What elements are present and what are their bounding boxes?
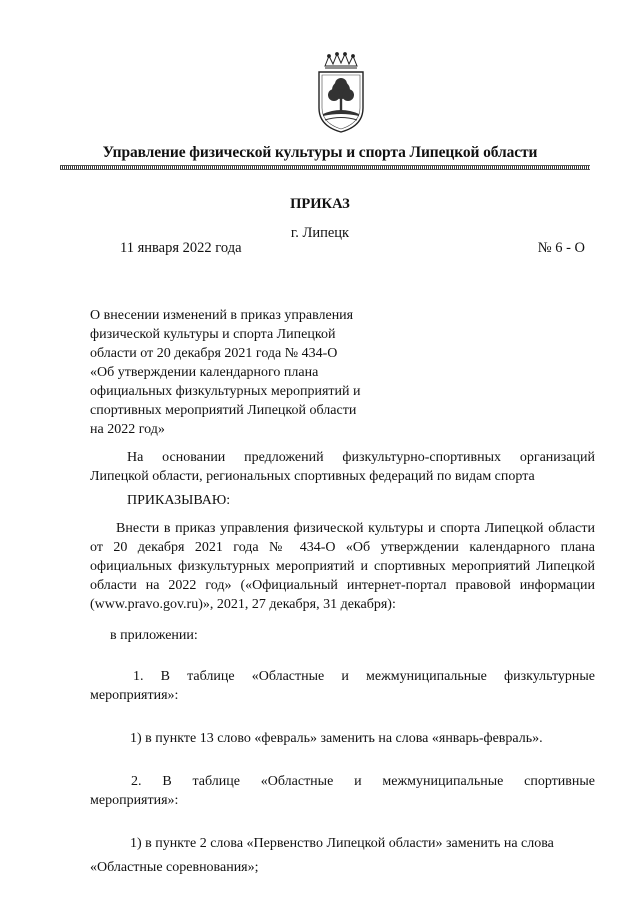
basis-paragraph: На основании предложений физкультурно-спортивных организаций Липецкой области, региональных спортивных федераций по видам спорта [90, 450, 595, 484]
document-subject [90, 306, 390, 439]
header-divider [60, 165, 590, 170]
organization-name: Управление физической культуры и спорта Липецкой области [102, 144, 538, 161]
item-2-line: 2. В таблице «Областные и межмуниципальные спортивные [131, 774, 595, 789]
item-1-line: мероприятия»: [90, 688, 179, 703]
document-city: г. Липецк [290, 225, 350, 241]
item-2-subitem-continuation: «Областные соревнования»; [90, 860, 259, 875]
item-2-subitem: 1) в пункте 2 слова «Первенство Липецкой области» заменить на слова [130, 836, 554, 851]
appendix-paragraph: в приложении: [110, 628, 198, 643]
subject-line: на 2022 год» [90, 422, 165, 437]
subject-line: «Об утверждении календарного плана [90, 365, 319, 380]
order-word: ПРИКАЗЫВАЮ: [127, 493, 231, 508]
item-1-line: 1. В таблице «Областные и межмуниципальные физкультурные [133, 669, 595, 684]
item-2 [90, 772, 595, 810]
subject-line: официальных физкультурных мероприятий и [90, 384, 361, 399]
document-title: ПРИКАЗ [290, 196, 350, 212]
subject-line: О внесении изменений в приказ управления [90, 308, 354, 323]
item-1 [90, 667, 595, 705]
document-date: 11 января 2022 года [120, 240, 242, 256]
subject-line: спортивных мероприятий Липецкой области [90, 403, 357, 418]
document-number: № 6 - О [537, 240, 585, 256]
subject-line: физической культуры и спорта Липецкой [90, 327, 336, 342]
main-paragraph: Внести в приказ управления физической культуры и спорта Липецкой области от 20 декабря 2021 года № 434-О «Об утверждении календарного плана официальных физкультурных мероприятий и спортивных мероприятий Липецкой области на 2022 год» («Официальный интернет-портал правовой информации (www.pravo.gov.ru)», 2021, 27 декабря, 31 декабря): [90, 521, 595, 612]
item-1-subitem: 1) в пункте 13 слово «февраль» заменить на слова «январь-февраль». [130, 731, 543, 746]
coat-of-arms-emblem [313, 52, 369, 134]
subject-line: области от 20 декабря 2021 года № 434-О [90, 346, 338, 361]
item-2-line: мероприятия»: [90, 793, 179, 808]
